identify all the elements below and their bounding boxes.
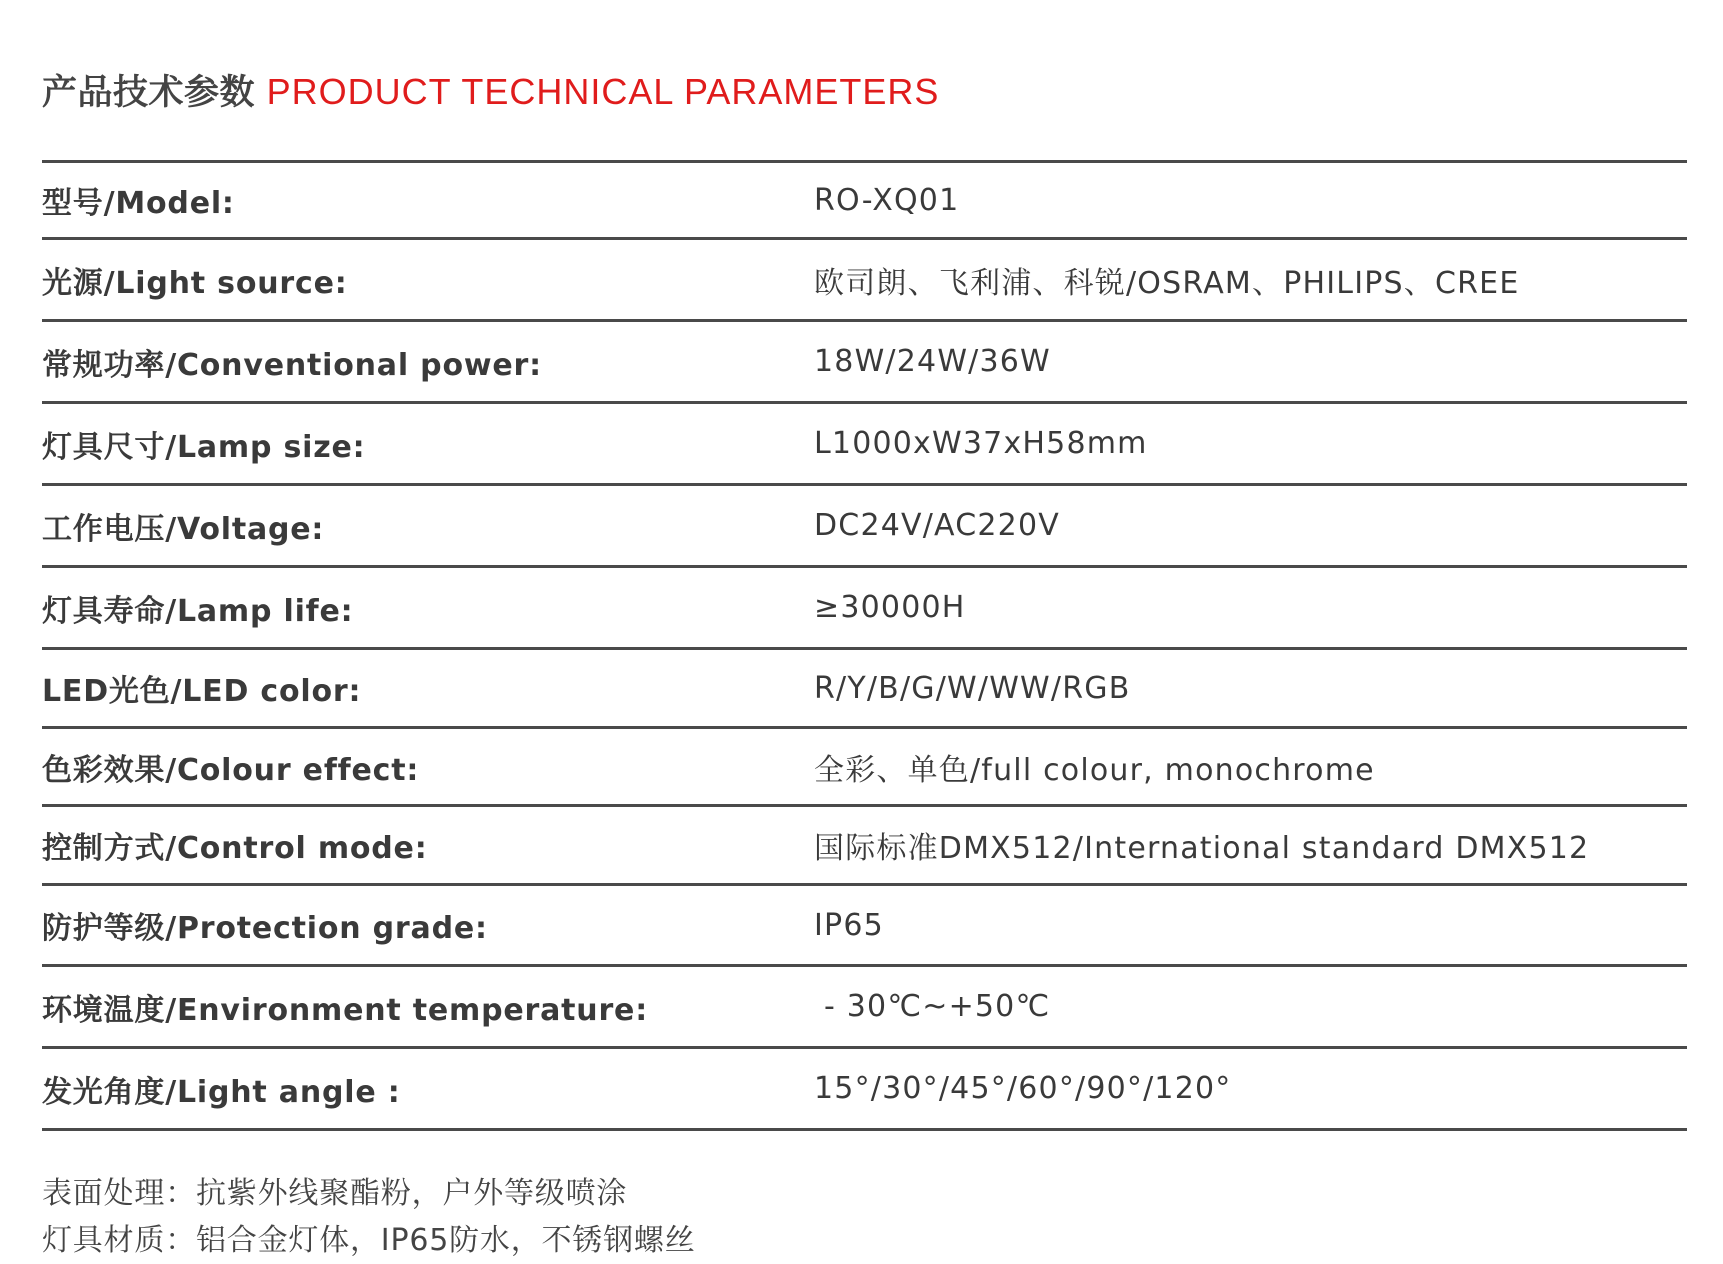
note-lamp-material: 灯具材质：铝合金灯体，IP65防水，不锈钢螺丝	[42, 1223, 696, 1258]
param-label: 灯具寿命/Lamp life:	[42, 593, 354, 629]
page-title-en: PRODUCT TECHNICAL PARAMETERS	[266, 71, 940, 112]
param-label: 工作电压/Voltage:	[42, 511, 325, 547]
param-row-light-angle	[42, 1049, 1687, 1131]
param-row-colour-effect	[42, 729, 1687, 807]
param-row-control-mode	[42, 807, 1687, 886]
param-value: 15°/30°/45°/60°/90°/120°	[814, 1071, 1232, 1106]
param-value: RO-XQ01	[814, 182, 960, 218]
param-row-led-color	[42, 650, 1687, 729]
param-value: IP65	[814, 907, 884, 943]
param-row-lamp-life	[42, 568, 1687, 650]
param-row-model	[42, 163, 1687, 240]
param-value: R/Y/B/G/W/WW/RGB	[814, 670, 1131, 706]
param-label: 防护等级/Protection grade:	[42, 911, 488, 946]
note-surface-treatment: 表面处理：抗紫外线聚酯粉，户外等级喷涂	[42, 1176, 628, 1211]
param-label: 型号/Model:	[42, 186, 235, 221]
param-value: - 30℃~+50℃	[824, 989, 1051, 1024]
param-label: 色彩效果/Colour effect:	[42, 752, 420, 788]
param-row-conventional-power	[42, 322, 1687, 404]
param-label: 发光角度/Light angle :	[42, 1074, 401, 1110]
param-label: LED光色/LED color:	[42, 674, 362, 709]
param-label: 控制方式/Control mode:	[42, 831, 428, 866]
param-row-lamp-size	[42, 404, 1687, 486]
param-label: 光源/Light source:	[42, 265, 348, 301]
param-label: 环境温度/Environment temperature:	[42, 992, 649, 1028]
param-row-protection-grade	[42, 886, 1687, 967]
param-value: ≥30000H	[814, 590, 966, 625]
parameters-table	[42, 160, 1687, 1131]
param-row-voltage	[42, 486, 1687, 568]
page-title	[42, 70, 939, 115]
param-label: 灯具尺寸/Lamp size:	[42, 429, 366, 465]
param-value: 欧司朗、飞利浦、科锐/OSRAM、PHILIPS、CREE	[814, 265, 1520, 301]
param-label: 常规功率/Conventional power:	[42, 347, 542, 383]
param-row-environment-temperature	[42, 967, 1687, 1049]
param-value: 全彩、单色/full colour, monochrome	[814, 752, 1375, 788]
param-row-light-source	[42, 240, 1687, 322]
param-value: 18W/24W/36W	[814, 344, 1051, 379]
page-title-cn: 产品技术参数	[42, 73, 256, 113]
param-value: 国际标准DMX512/International standard DMX512	[814, 831, 1590, 866]
param-value: L1000xW37xH58mm	[814, 426, 1148, 461]
param-value: DC24V/AC220V	[814, 508, 1060, 543]
